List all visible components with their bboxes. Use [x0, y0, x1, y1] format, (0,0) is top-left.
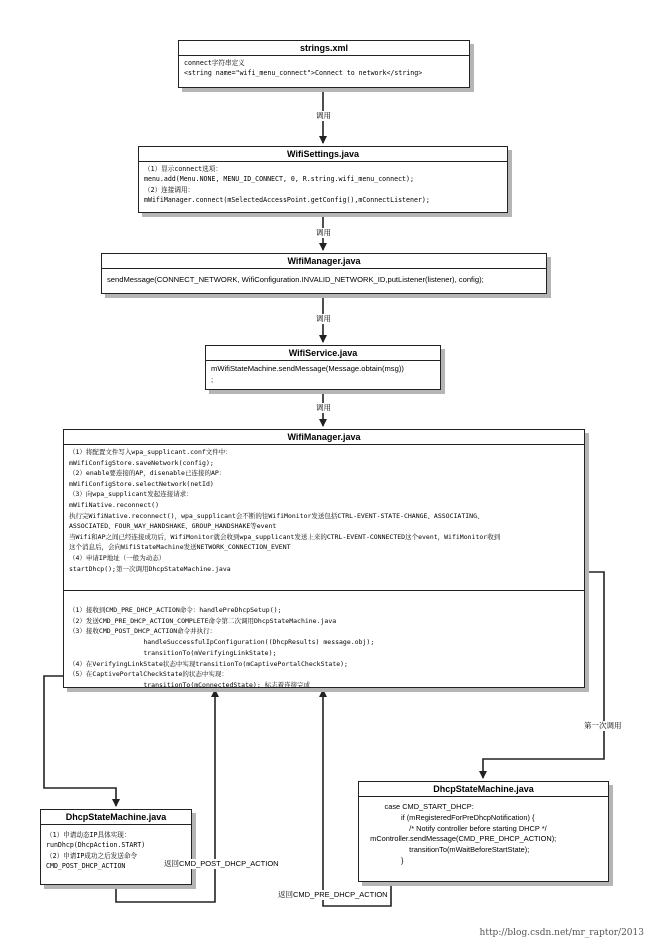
code-line: （3）接收CMD_POST_DHCP_ACTION命令并执行： [69, 627, 217, 636]
code-line: （1）显示connect选项： [144, 165, 222, 173]
code-line: startDhcp();第一次调用DhcpStateMachine.java [69, 564, 231, 573]
code-line: （1）接收到CMD_PRE_DHCP_ACTION命令：handlePreDhcpSetup(); [69, 606, 282, 614]
arrow-to-left-dhcp [44, 676, 116, 806]
code-line: mController.sendMessage(CMD_PRE_DHCP_ACTION); [364, 834, 557, 844]
edge-label-return-post: 返回CMD_POST_DHCP_ACTION [164, 859, 279, 868]
code-line: mWifiNative.reconnect() [69, 500, 160, 509]
code-line: connect字符串定义 [184, 59, 245, 67]
box-section-connect [64, 445, 584, 590]
code-line: （2）enable要连接的AP，disenable已连接的AP： [69, 469, 226, 478]
code-line: 执行完WifiNative.reconnect()，wpa_supplicant会不断的往WifiMonitor发送包括CTRL-EVENT-STATE-CHANGE、ASSOCIATING、 [69, 511, 484, 520]
strings-xml-box [178, 40, 470, 88]
code-line: （5）在CaptivePortalCheckState的状态中实现： [69, 670, 228, 679]
code-line: mWifiConfigStore.saveNetwork(config); [69, 458, 214, 467]
edge-label-call: 调用 [316, 228, 331, 237]
box-body [206, 361, 440, 387]
code-line: 这个消息后，会向WifiStateMachine发送NETWORK_CONNECTION_EVENT [69, 543, 291, 552]
watermark: http://blog.csdn.net/mr_raptor/2013 [479, 928, 644, 938]
dhcp-right-box [358, 781, 609, 882]
wifi-settings-box [138, 146, 508, 213]
code-line: <string name="wifi_menu_connect">Connect to network</string> [184, 69, 423, 78]
box-title: DhcpStateMachine.java [41, 810, 191, 825]
box-title: DhcpStateMachine.java [359, 782, 608, 797]
code-line: mWifiStateMachine.sendMessage(Message.obtain(msg)) [211, 364, 404, 373]
code-line: （4）申请IP地址（一般为动态） [69, 553, 166, 562]
code-line: mWifiManager.connect(mSelectedAccessPoint.getConfig(),mConnectListener); [144, 196, 430, 205]
box-body [139, 162, 507, 208]
code-line: sendMessage(CONNECT_NETWORK, WifiConfiguration.INVALID_NETWORK_ID,putListener(listener), config); [107, 275, 484, 284]
code-line: （1）申请动态IP具体实现： [46, 831, 131, 839]
code-line: （2）连接调用： [144, 185, 195, 194]
wifi-service-box [205, 345, 441, 390]
box-title: WifiService.java [206, 346, 440, 361]
box-title: WifiSettings.java [139, 147, 507, 162]
code-line: if (mRegisteredForPreDhcpNotification) { [364, 812, 535, 822]
edge-label-return-pre: 返回CMD_PRE_DHCP_ACTION [278, 890, 388, 899]
wifi-manager-top-box [101, 253, 547, 294]
box-title: WifiManager.java [102, 254, 546, 269]
wifi-manager-main-box [63, 429, 585, 688]
code-line: ASSOCIATED、FOUR_WAY_HANDSHAKE、GROUP_HANDSHAKE等event [69, 522, 277, 531]
code-line: case CMD_START_DHCP: [364, 802, 474, 811]
box-title: WifiManager.java [64, 430, 584, 445]
code-line: （4）在VerifyingLinkState状态中实现transitionTo(mCaptivePortalCheckState); [69, 659, 348, 668]
box-title: strings.xml [179, 41, 469, 56]
edge-label-first-call: 第一次调用 [584, 721, 622, 730]
code-line: menu.add(Menu.NONE, MENU_ID_CONNECT, 0, R.string.wifi_menu_connect); [144, 175, 414, 184]
box-body [102, 269, 546, 287]
code-line: mWifiConfigStore.selectNetwork(netId) [69, 479, 214, 488]
edge-label-call: 调用 [316, 111, 331, 120]
code-line: transitionTo(mWaitBeforeStartState); [364, 845, 530, 855]
box-body [359, 797, 608, 869]
code-line: runDhcp(DhcpAction.START) [46, 841, 146, 850]
code-line: （2）申请IP成功之后发送命令 [46, 851, 138, 860]
code-line: （3）向wpa_supplicant发起连接请求： [69, 490, 193, 499]
edge-label-call: 调用 [316, 403, 331, 412]
code-line: /* Notify controller before starting DHCP */ [364, 823, 547, 833]
code-line: ; [211, 375, 214, 384]
code-line: transitionTo(mVerifyingLinkState); [69, 648, 277, 657]
code-line: } [364, 855, 404, 865]
code-line: （1）将配置文件写入wpa_supplicant.conf文件中： [69, 448, 232, 456]
box-body [179, 56, 469, 81]
edge-label-call: 调用 [316, 314, 331, 323]
box-section-dhcp [64, 591, 584, 693]
code-line: 当Wifi和AP之间已经连接成功后，WifiMonitor就会收到wpa_supplicant发送上来的CTRL-EVENT-CONNECTED这个event，WifiMonitor收到 [69, 532, 501, 541]
code-line: CMD_POST_DHCP_ACTION [46, 862, 126, 871]
code-line: transitionTo(mConnectedState); 标志着连接完成 [69, 680, 311, 689]
code-line: （2）发送CMD_PRE_DHCP_ACTION_COMPLETE命令第二次调用DhcpStateMachine.java [69, 616, 337, 625]
code-line: handleSuccessfulIpConfiguration((DhcpResults) message.obj); [69, 638, 375, 647]
dhcp-left-box [40, 809, 192, 885]
